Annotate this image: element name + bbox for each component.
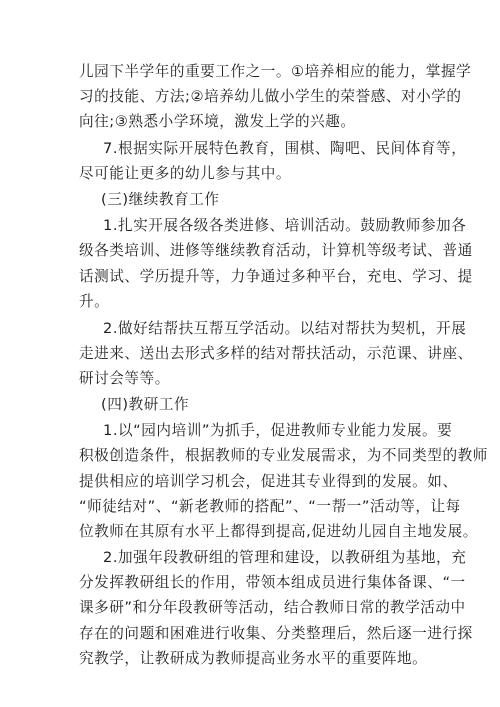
research-item-2-line-3: 课多研”和分年段教研等活动，结合教师日常的教学活动中 [79, 599, 466, 616]
research-item-2-line-5: 究教学，让教研成为教师提高业务水平的重要阵地。 [79, 650, 428, 667]
item-1-line-4: 升。 [79, 293, 110, 310]
research-item-2-line-1: 2.加强年段教研组的管理和建设，以教研组为基地，充 [103, 549, 467, 566]
paragraph-7-line-1: 7.根据实际开展特色教育，围棋、陶吧、民间体育等， [103, 140, 467, 157]
item-2-line-1: 2.做好结帮扶互帮互学活动。以结对帮扶为契机，开展 [103, 320, 467, 337]
research-item-1-line-3: 提供相应的培训学习机会，促进其专业得到的发展。如、 [79, 473, 458, 490]
item-1-line-2: 级各类培训、进修等继续教育活动，计算机等级考试、普通 [79, 242, 473, 259]
item-2-line-2: 走进来、送出去形式多样的结对帮扶活动，示范课、讲座、 [79, 345, 473, 362]
item-2-line-3: 研讨会等等。 [79, 370, 170, 387]
research-item-1-line-5: 位教师在其原有水平上都得到提高,促进幼儿园自主地发展。 [79, 523, 478, 540]
research-item-1-line-1: 1.以“园内培训”为抓手，促进教师专业能力发展。要 [103, 422, 453, 439]
research-item-2-line-4: 存在的问题和困难进行收集、分类整理后，然后逐一进行探 [79, 625, 473, 642]
research-item-1-line-4: “师徒结对”、“新老教师的搭配”、“一帮一”活动等，让每 [79, 498, 461, 515]
item-1-line-3: 话测试、学历提升等，力争通过多种平台，充电、学习、提 [79, 268, 473, 285]
research-item-2-line-2: 分发挥教研组长的作用，带领本组成员进行集体备课、“一 [79, 574, 466, 591]
text-line-2: 习的技能、方法;②培养幼儿做小学生的荣誉感、对小学的 [79, 88, 462, 105]
text-line-3: 向往;③熟悉小学环境，激发上学的兴趣。 [79, 113, 356, 130]
text-line-1: 儿园下半学年的重要工作之一。①培养相应的能力，掌握学 [79, 63, 472, 80]
item-1-line-1: 1.扎实开展各级各类进修、培训活动。鼓励教师参加各 [103, 217, 467, 234]
paragraph-7-line-2: 尽可能让更多的幼儿参与其中。 [79, 165, 292, 182]
research-item-1-line-2: 积极创造条件，根据教师的专业发展需求，为不同类型的教师 [79, 447, 488, 464]
section-heading-continuing-education: (三)继续教育工作 [101, 191, 220, 208]
section-heading-teaching-research: (四)教研工作 [101, 396, 190, 413]
